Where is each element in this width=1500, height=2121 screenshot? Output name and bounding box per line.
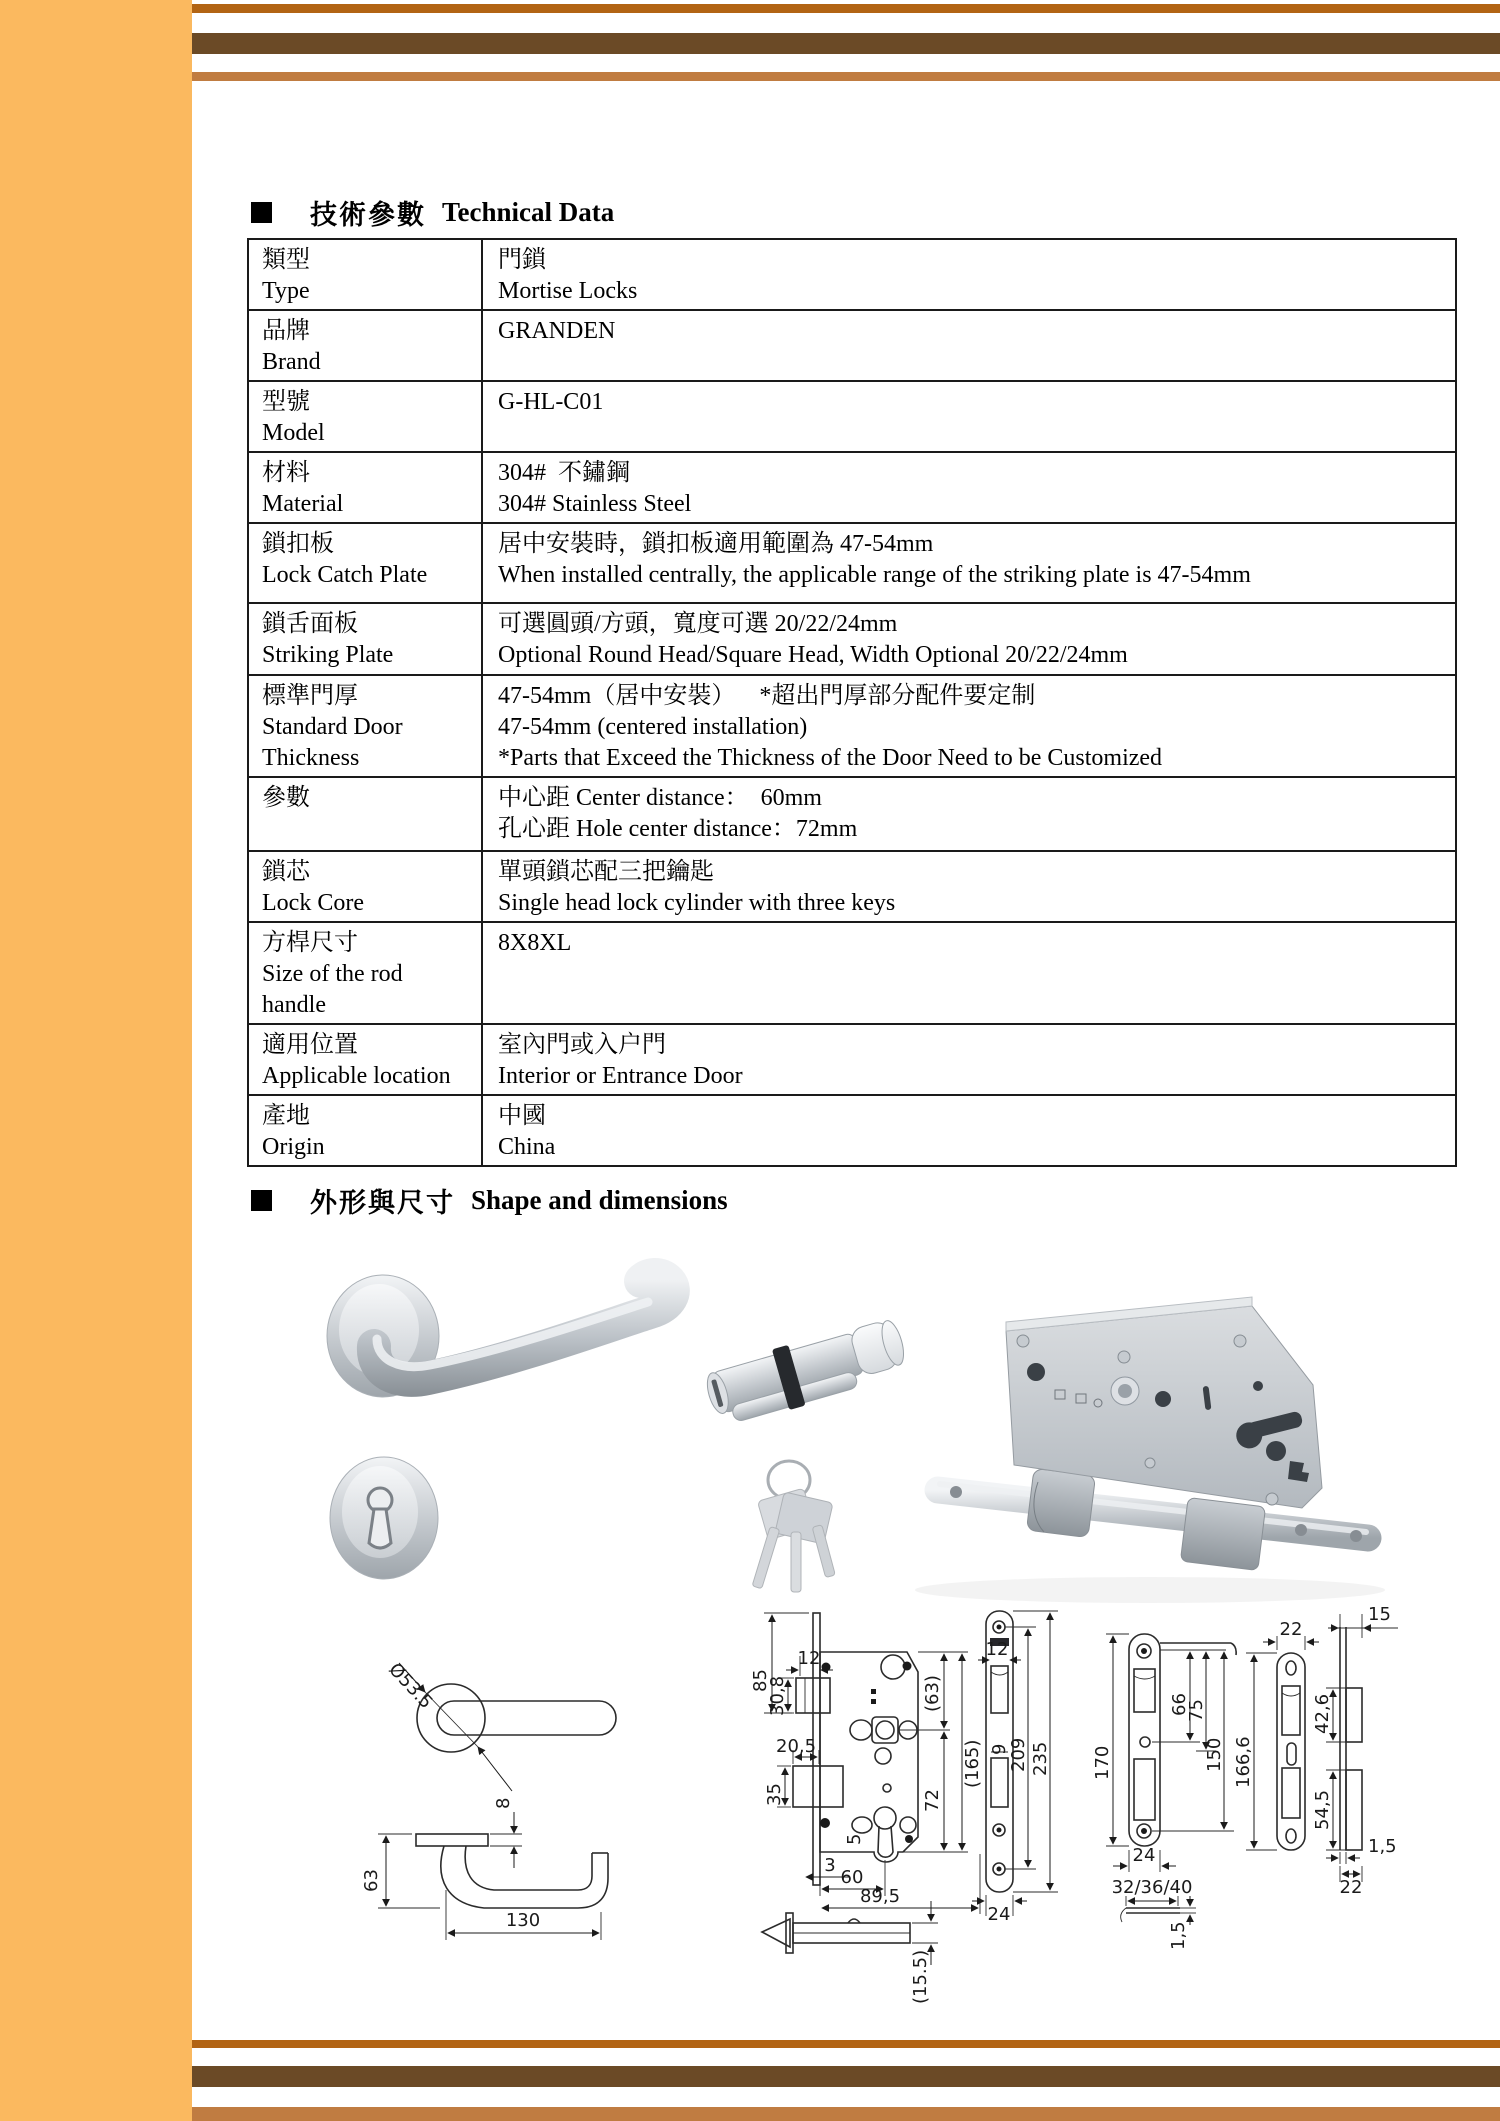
lever-handle-photo <box>327 1275 673 1397</box>
dim-label: 30,8 <box>767 1675 788 1716</box>
dim-label: 15 <box>1368 1604 1391 1625</box>
dim-label: 24 <box>1132 1845 1156 1866</box>
value-cell: 中國 China <box>482 1095 1456 1166</box>
label-cell: 鎖舌面板 Striking Plate <box>248 603 482 675</box>
dim-label: 63 <box>361 1869 382 1892</box>
dim-label: (63) <box>922 1675 943 1712</box>
dim-label: 235 <box>1030 1741 1051 1776</box>
value-cell: 中心距 Center distance： 60mm 孔心距 Hole center distance：72mm <box>482 777 1456 851</box>
dim-label: (15.5) <box>910 1949 931 2004</box>
value-cell: 門鎖 Mortise Locks <box>482 239 1456 310</box>
value-cell: 47-54mm（居中安裝） *超出門厚部分配件要定制 47-54mm (centered installation) *Parts that Exceed the Thickness of the Door Need to be Customized <box>482 675 1456 777</box>
value-cell: 8X8XL <box>482 922 1456 1024</box>
deadbolt <box>1180 1497 1265 1570</box>
label-cell: 產地 Origin <box>248 1095 482 1166</box>
handle-dimension-drawing <box>361 1659 616 1940</box>
dim-label: 20,5 <box>776 1736 817 1757</box>
dim-label: 72 <box>922 1789 943 1812</box>
label-cell: 類型 Type <box>248 239 482 310</box>
dim-label: 85 <box>750 1669 771 1692</box>
screw-hole <box>950 1486 962 1498</box>
dim-label: 3 <box>824 1855 836 1876</box>
screw-hole <box>1350 1530 1362 1542</box>
dim-label: 22 <box>1339 1877 1363 1898</box>
strike-plate-lip-drawing <box>1092 1634 1236 1950</box>
dim-label: 150 <box>1204 1737 1225 1772</box>
mortise-lock-photo <box>915 1297 1385 1603</box>
dimension-drawings <box>361 1604 1398 2004</box>
dim-label: 8 <box>493 1797 514 1809</box>
dim-label: 89,5 <box>859 1886 901 1907</box>
label-cell: 型號 Model <box>248 381 482 452</box>
label-cell: 標準門厚 Standard Door Thickness <box>248 675 482 777</box>
screw-hole <box>1295 1524 1307 1536</box>
faceplate-dimension-drawing <box>972 1611 1058 1925</box>
label-cell: 方桿尺寸 Size of the rod handle <box>248 922 482 1024</box>
dim-label: 12 <box>797 1648 821 1669</box>
product-photos <box>327 1275 1385 1603</box>
dim-label: 60 <box>840 1867 864 1888</box>
dim-label: 1,5 <box>1168 1921 1189 1950</box>
latch-bolt <box>1026 1468 1095 1537</box>
value-cell: 可選圓頭/方頭，寬度可選 20/22/24mm Optional Round Head/Square Head, Width Optional 20/22/24mm <box>482 603 1456 675</box>
heading-zh: 外形與尺寸 <box>310 1187 455 1218</box>
dim-label: Ø53.5 <box>384 1659 437 1714</box>
dim-label: 32/36/40 <box>1111 1877 1193 1898</box>
lock-case-dimension-drawing <box>750 1613 983 1914</box>
latch-side-drawing <box>762 1901 938 2004</box>
dim-label: (165) <box>962 1739 983 1788</box>
heading-en: Shape and dimensions <box>471 1184 728 1215</box>
dim-label: 35 <box>764 1783 785 1806</box>
label-cell: 材料 Material <box>248 452 482 523</box>
dim-label: 54,5 <box>1312 1789 1333 1830</box>
value-cell: 居中安裝時，鎖扣板適用範圍為 47-54mm When installed centrally, the applicable range of the striking plate is 47-54mm <box>482 523 1456 603</box>
dim-label: 1,5 <box>1368 1836 1397 1857</box>
dim-label: 170 <box>1092 1745 1113 1780</box>
dim-label: 24 <box>987 1904 1011 1925</box>
value-cell: 室內門或入户門 Interior or Entrance Door <box>482 1024 1456 1095</box>
label-cell: 適用位置 Applicable location <box>248 1024 482 1095</box>
label-cell: 參數 <box>248 777 482 851</box>
dim-label: 130 <box>505 1910 541 1931</box>
dim-label: 42,6 <box>1312 1693 1333 1734</box>
value-cell: 單頭鎖芯配三把鑰匙 Single head lock cylinder with three keys <box>482 851 1456 922</box>
cylinder-photo <box>702 1314 912 1430</box>
dim-label: 166,6 <box>1233 1736 1254 1788</box>
dim-label: 5 <box>844 1833 865 1845</box>
value-cell: GRANDEN <box>482 310 1456 381</box>
label-cell: 鎖扣板 Lock Catch Plate <box>248 523 482 603</box>
keys-photo <box>752 1461 835 1592</box>
heading-zh: 技術參數 <box>310 199 426 230</box>
dim-label: 12 <box>985 1639 1009 1660</box>
dim-label: 22 <box>1279 1619 1303 1640</box>
escutcheon-photo <box>330 1457 438 1579</box>
dim-label: 75 <box>1186 1699 1207 1722</box>
dim-label: 9 <box>989 1743 1010 1755</box>
value-cell: 304# 不鏽鋼 304# Stainless Steel <box>482 452 1456 523</box>
value-cell: G-HL-C01 <box>482 381 1456 452</box>
strike-plate-flat-drawing <box>1233 1604 1398 1898</box>
heading-en: Technical Data <box>442 196 615 227</box>
label-cell: 鎖芯 Lock Core <box>248 851 482 922</box>
dim-label: 209 <box>1008 1737 1029 1772</box>
label-cell: 品牌 Brand <box>248 310 482 381</box>
dim-label: 66 <box>1169 1693 1190 1716</box>
